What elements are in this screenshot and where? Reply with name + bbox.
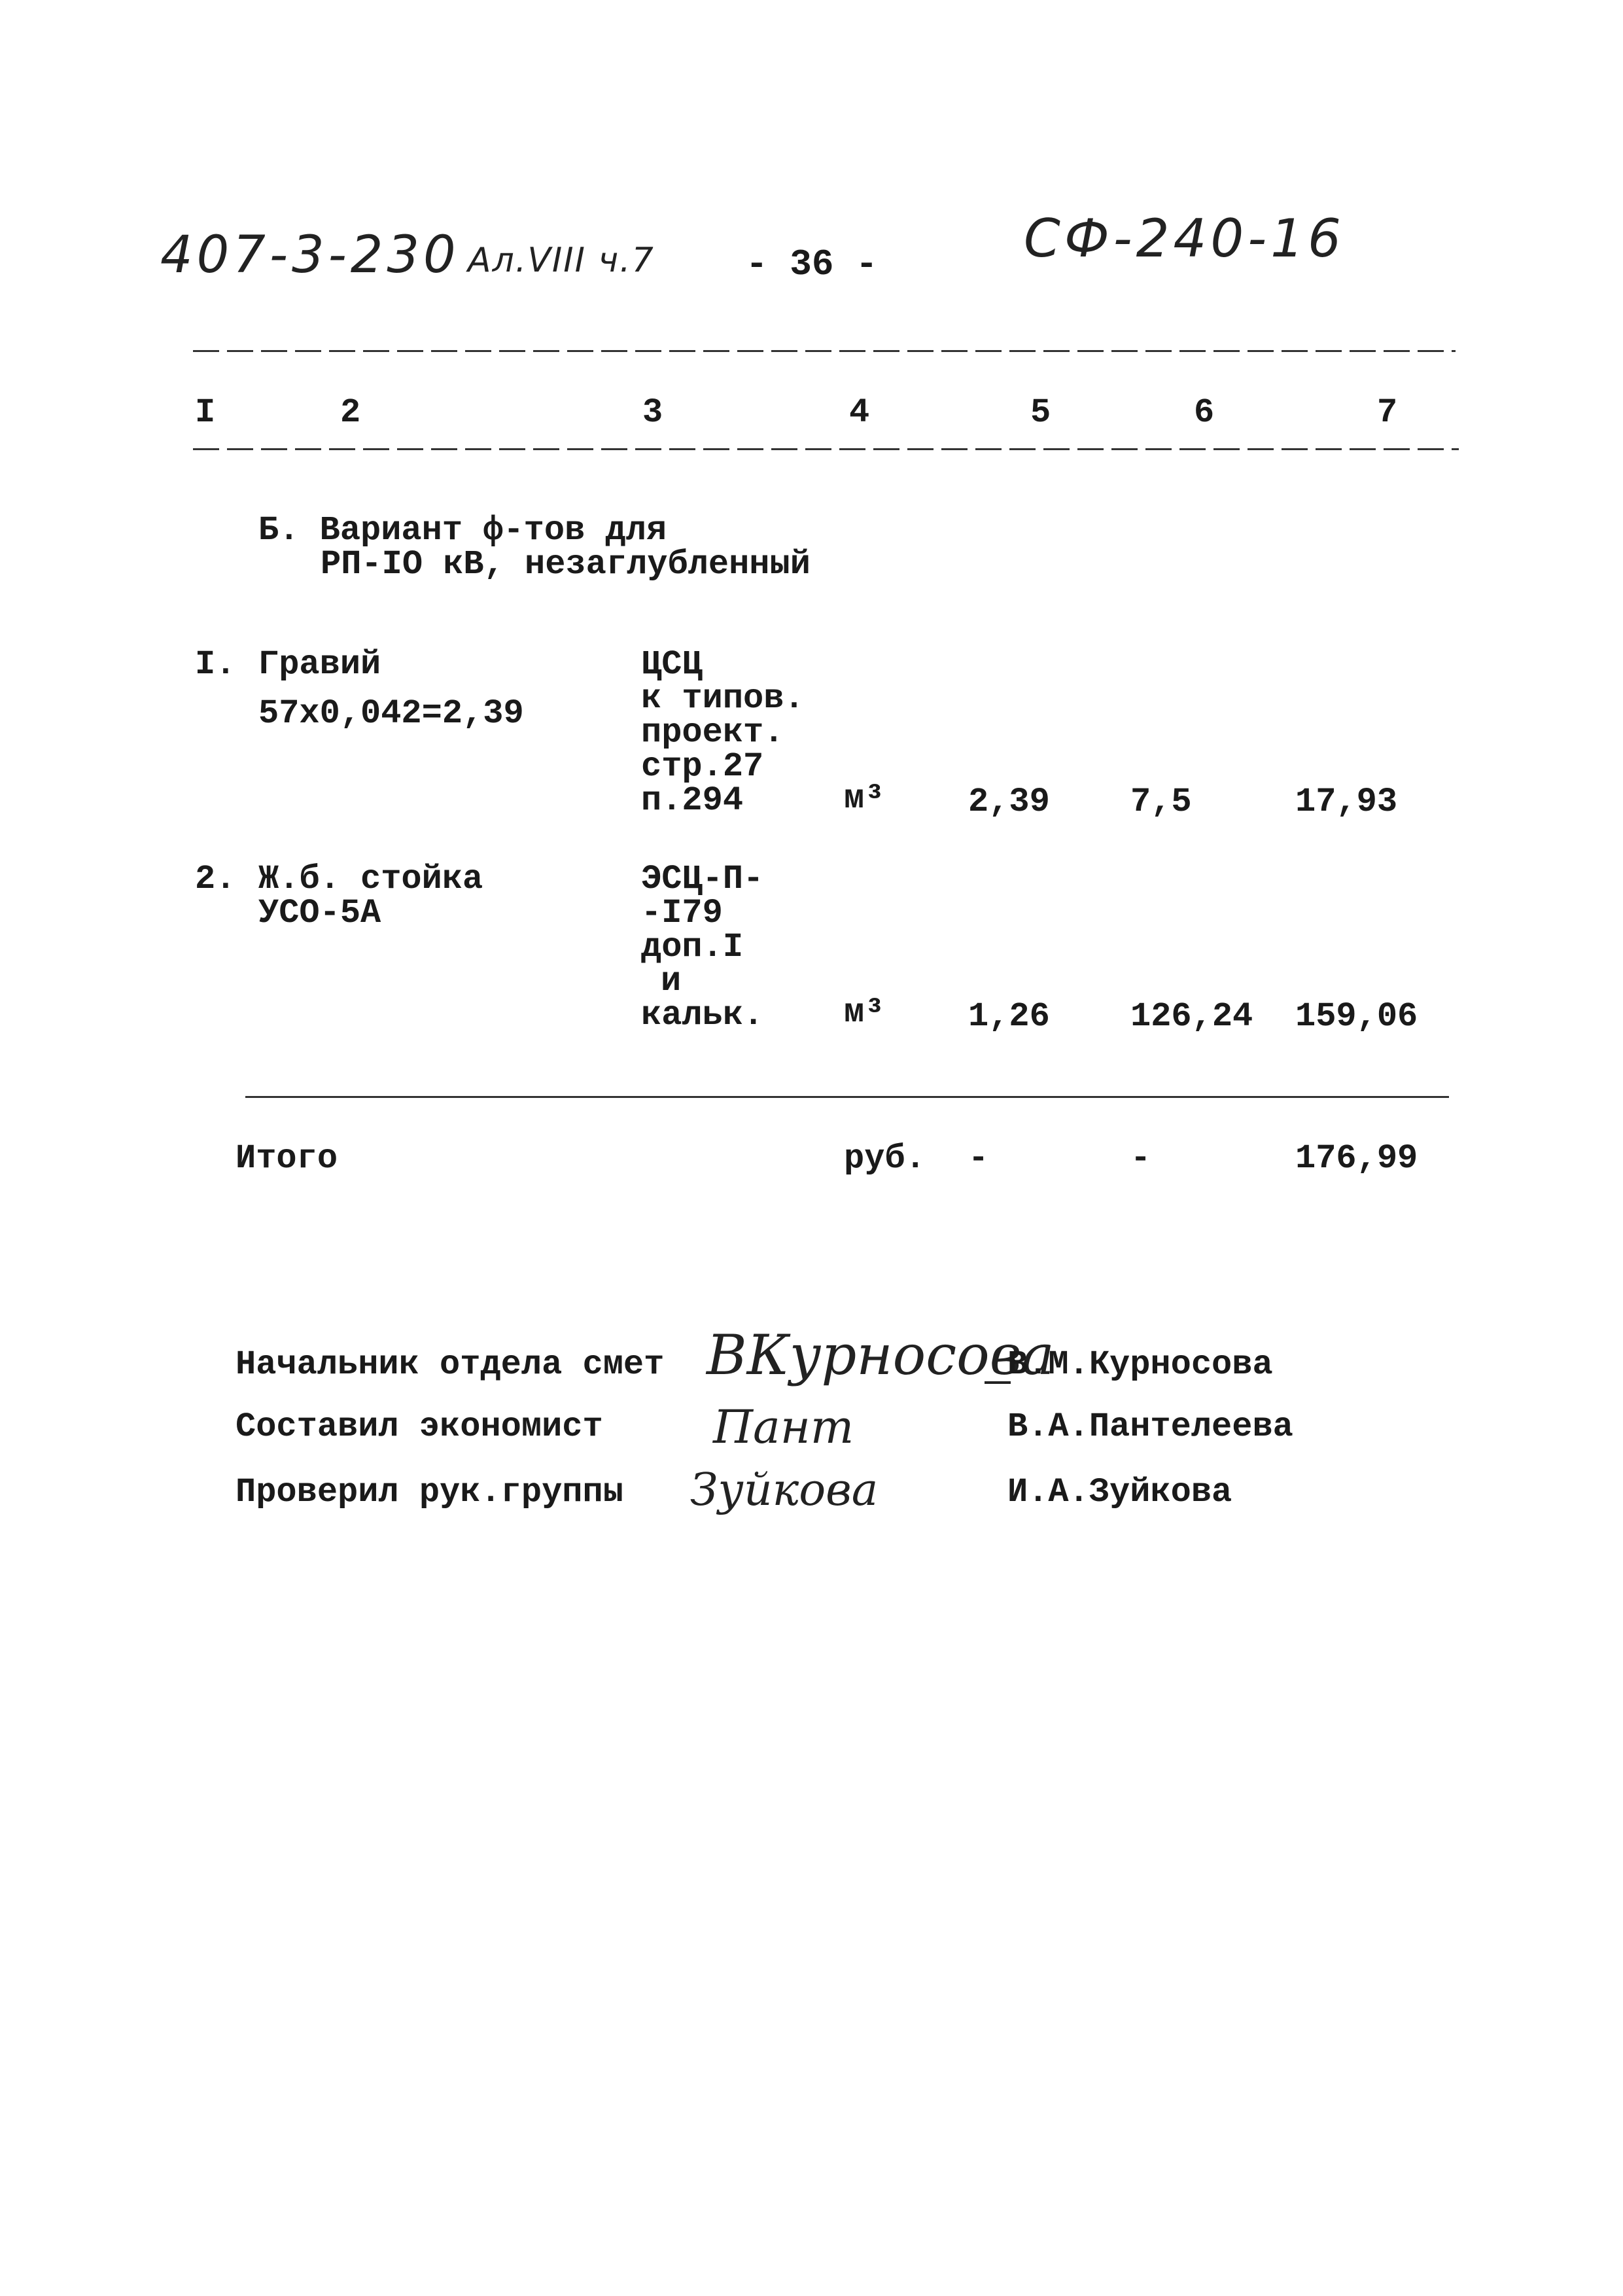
item-total: 17,93 <box>1295 783 1398 821</box>
total-quantity: - <box>968 1139 989 1178</box>
item-name: Ж.б. стойка <box>258 860 483 898</box>
item-reference: -I79 <box>641 894 723 932</box>
item-reference: проект. <box>641 713 784 752</box>
item-total: 159,06 <box>1295 997 1418 1036</box>
signature-text: Пант <box>713 1400 854 1454</box>
column-header: 7 <box>1377 393 1398 432</box>
header-top-rule <box>193 350 1456 352</box>
signer-name: И.А.Зуйкова <box>1007 1473 1232 1511</box>
item-reference: доп.I <box>641 928 744 966</box>
row-number: 2. <box>195 860 236 898</box>
doc-code: 407-3-230 <box>160 226 460 285</box>
total-label: Итого <box>236 1139 338 1178</box>
series-code: СФ-240-16 <box>1024 208 1345 269</box>
handwritten-signature <box>687 1449 909 1528</box>
item-calculation: 57x0,042=2,39 <box>258 694 524 733</box>
item-reference: стр.27 <box>641 747 764 786</box>
page-number: - 36 - <box>746 243 878 285</box>
item-reference: п.294 <box>641 781 744 820</box>
column-header: I <box>195 393 216 432</box>
item-reference: ЭСЦ-П- <box>641 860 764 898</box>
column-header: 4 <box>849 393 870 432</box>
signature-role: Проверил рук.группы <box>236 1473 623 1511</box>
total-sum: 176,99 <box>1295 1139 1418 1178</box>
item-unit: м³ <box>844 779 885 818</box>
item-name: Гравий <box>258 645 381 684</box>
header-bottom-rule <box>193 448 1459 450</box>
signature-text: Зуйкова <box>690 1464 879 1516</box>
section-title-line1: Б. Вариант ф-тов для <box>258 511 667 550</box>
column-header: 3 <box>642 393 663 432</box>
item-name: УСО-5А <box>258 894 381 932</box>
item-reference: и <box>661 962 682 1000</box>
column-header: 6 <box>1194 393 1215 432</box>
signature-role: Начальник отдела смет <box>236 1345 665 1384</box>
row-number: I. <box>195 645 236 684</box>
signer-name: В.М.Курносова <box>1007 1345 1273 1384</box>
signature-text: ВКурносова <box>707 1323 1055 1387</box>
item-unit: м³ <box>844 993 885 1032</box>
item-quantity: 1,26 <box>968 997 1050 1036</box>
album-ref: Ал.VIII ч.7 <box>468 241 655 280</box>
item-reference: к типов. <box>641 679 805 718</box>
column-header: 2 <box>340 393 361 432</box>
item-quantity: 2,39 <box>968 783 1050 821</box>
total-unit: руб. <box>844 1139 926 1178</box>
handwritten-signature <box>703 1318 1055 1397</box>
item-reference: ЦСЦ <box>641 645 703 684</box>
item-reference: кальк. <box>641 996 764 1034</box>
total-rule <box>245 1096 1449 1098</box>
section-title-line2: РП-IO кВ, незаглубленный <box>321 545 811 584</box>
signer-name: В.А.Пантелеева <box>1007 1407 1293 1446</box>
item-price: 7,5 <box>1130 783 1192 821</box>
column-header: 5 <box>1030 393 1051 432</box>
item-price: 126,24 <box>1130 997 1253 1036</box>
signature-role: Составил экономист <box>236 1407 603 1446</box>
total-price: - <box>1130 1139 1151 1178</box>
